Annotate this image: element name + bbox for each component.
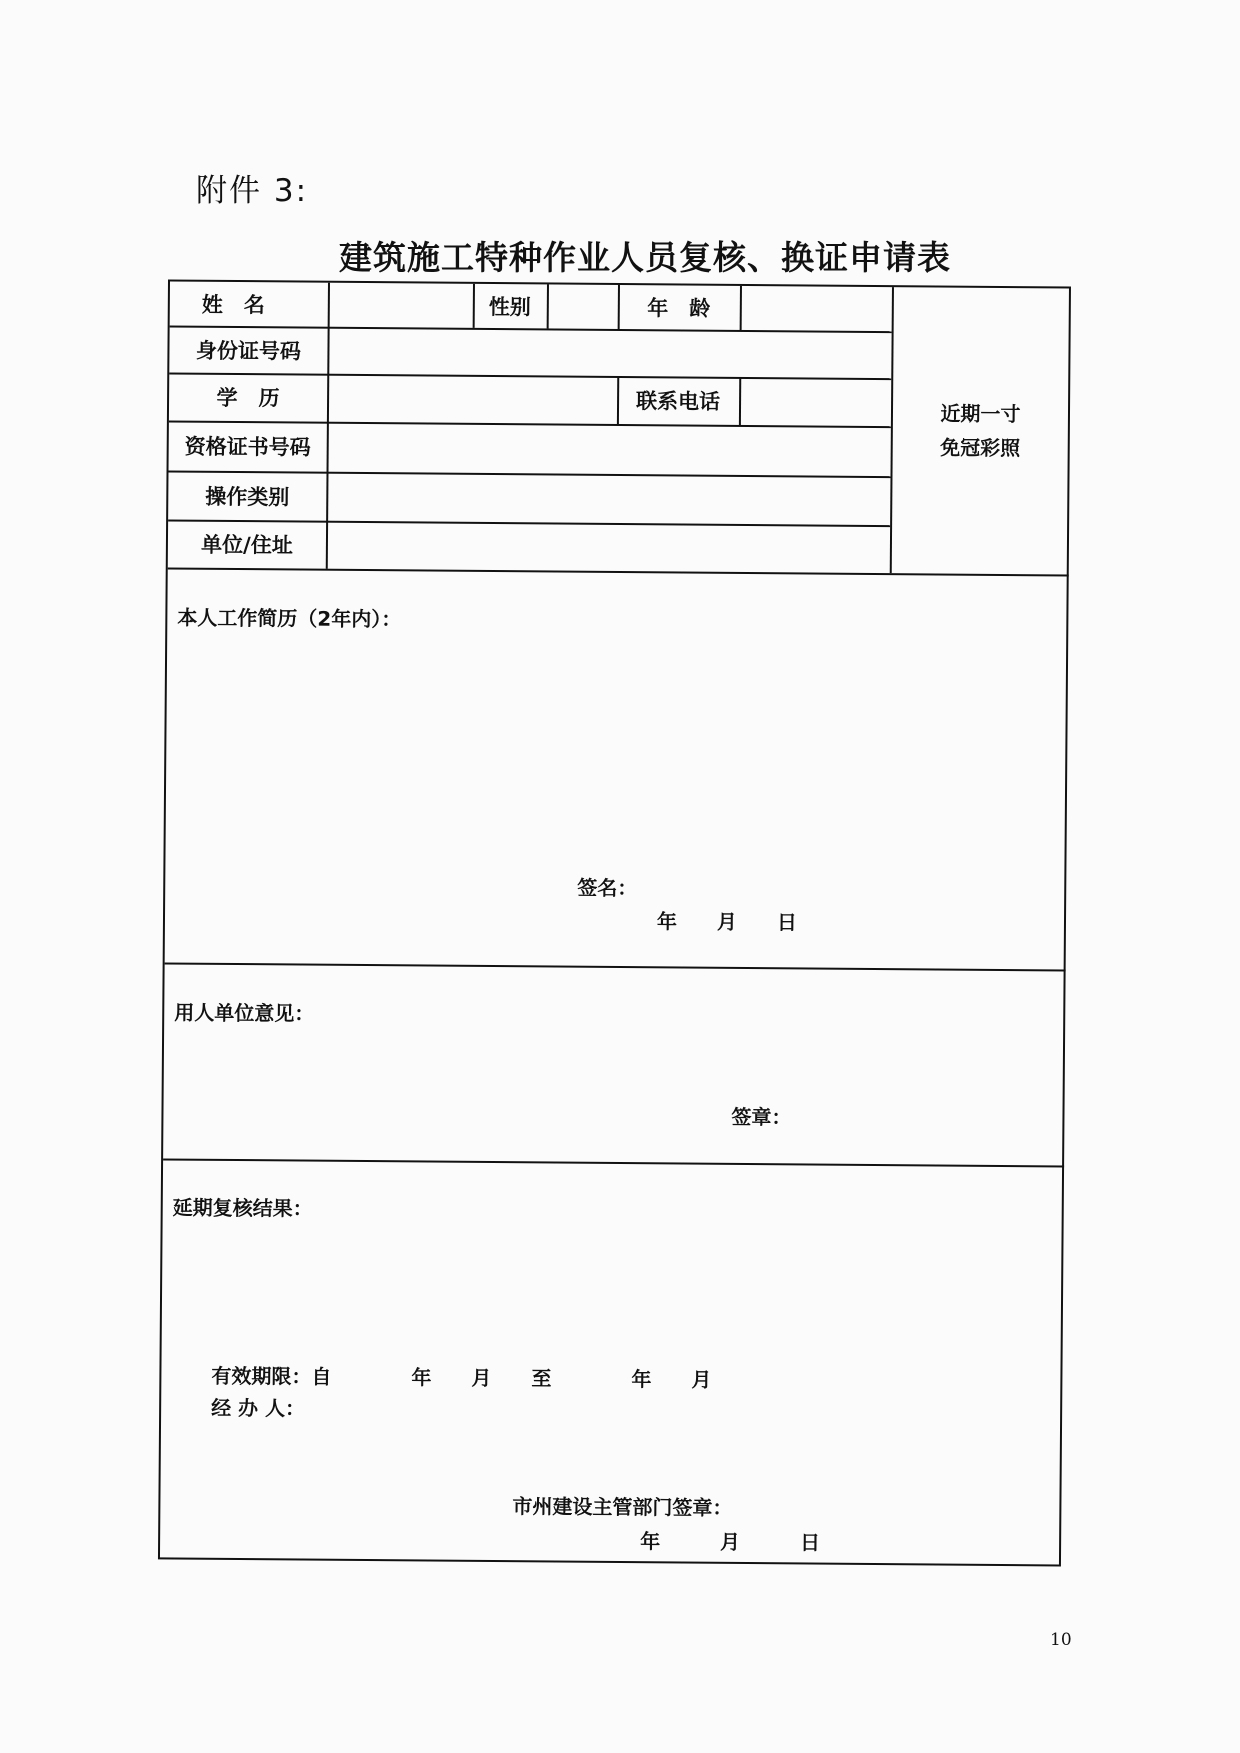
work-history-signature-label: 签名：	[577, 875, 638, 901]
gender-label: 性别	[488, 294, 531, 320]
photo-caption-line1: 近期一寸	[940, 401, 1021, 427]
employer-opinion-label: 用人单位意见：	[174, 1000, 315, 1026]
employer-opinion-area[interactable]	[163, 962, 1066, 1165]
work-history-date: 年 月 日	[656, 909, 798, 935]
operation-type-field[interactable]	[326, 472, 890, 525]
gender-field[interactable]	[547, 284, 618, 329]
employer-seal-label: 签章：	[731, 1104, 792, 1130]
phone-label: 联系电话	[635, 389, 721, 414]
id-number-field[interactable]	[327, 327, 891, 378]
certificate-number-label: 资格证书号码	[184, 434, 311, 460]
age-label: 年 龄	[647, 296, 711, 321]
authority-seal-label: 市州建设主管部门签章：	[512, 1494, 733, 1520]
age-field[interactable]	[740, 286, 892, 331]
name-label: 姓 名	[201, 292, 265, 318]
page-number: 10	[1050, 1630, 1072, 1650]
education-field[interactable]	[327, 374, 617, 424]
photo-box[interactable]	[890, 287, 1071, 574]
operation-type-label: 操作类别	[205, 484, 290, 509]
phone-field[interactable]	[739, 377, 891, 426]
handler-label: 经 办 人：	[211, 1395, 306, 1421]
unit-address-label: 单位/住址	[200, 532, 293, 558]
page-title: 建筑施工特种作业人员复核、换证申请表	[339, 238, 951, 277]
id-number-label: 身份证号码	[195, 338, 302, 363]
unit-address-field[interactable]	[326, 521, 890, 573]
application-form	[158, 279, 1071, 1566]
education-label: 学 历	[216, 385, 280, 411]
review-date: 年 月 日	[640, 1529, 821, 1555]
annex-label: 附件 3:	[196, 173, 309, 209]
review-result-label: 延期复核结果：	[172, 1195, 313, 1221]
work-history-label: 本人工作简历（2年内）：	[177, 605, 402, 632]
certificate-number-field[interactable]	[327, 422, 891, 476]
name-field[interactable]	[328, 283, 473, 328]
photo-caption-line2: 免冠彩照	[940, 435, 1021, 461]
validity-period: 有效期限：自 年 月 至 年 月	[211, 1363, 712, 1392]
